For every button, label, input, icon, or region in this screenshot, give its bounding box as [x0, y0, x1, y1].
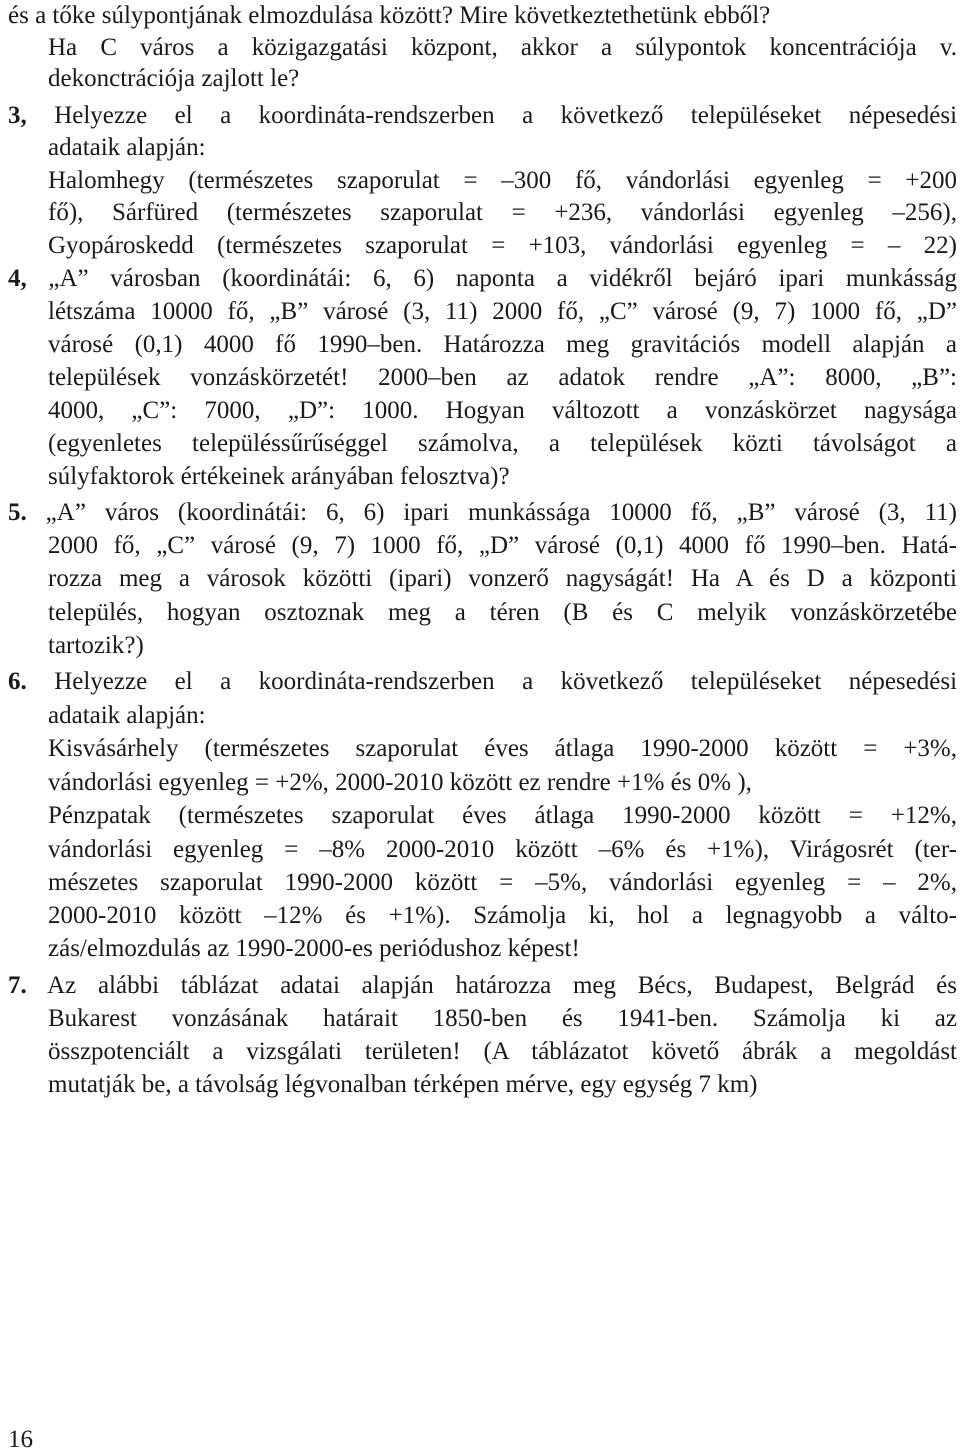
text-line	[48, 867, 957, 899]
line-text: zás/elmozdulás az 1990-2000-es periódushoz képest!	[48, 935, 580, 962]
text-line	[48, 1069, 957, 1101]
item-number: 7.	[8, 972, 27, 999]
text-line	[48, 296, 957, 328]
line-text: vándorlási egyenleg = –8% 2000-2010 között –6% és +1%), Virágosrét (ter-	[48, 836, 957, 863]
line-text: 2000 fő, „C” városé (9, 7) 1000 fő, „D” városé (0,1) 4000 fő 1990–ben. Hatá-	[48, 532, 957, 559]
line-text: 2000-2010 között –12% és +1%). Számolja ki, hol a legnagyobb a válto-	[48, 902, 957, 929]
line-text: mutatják be, a távolság légvonalban térképen mérve, egy egység 7 km)	[48, 1071, 758, 1098]
line-text: Helyezze el a koordináta-rendszerben a következő településeket népesedési	[54, 102, 958, 129]
text-line	[48, 1036, 957, 1068]
text-line	[48, 165, 957, 197]
item-number: 6.	[8, 668, 27, 695]
text-line	[48, 933, 957, 965]
line-text: és a tőke súlypontjának elmozdulása között? Mire következtethetünk ebből?	[8, 2, 771, 29]
text-line	[8, 970, 957, 1002]
text-line	[8, 0, 957, 32]
line-text: adataik alapján:	[48, 702, 206, 729]
line-text: Helyezze el a koordináta-rendszerben a következő településeket népesedési	[54, 668, 958, 695]
line-text: adataik alapján:	[48, 134, 206, 161]
line-text: Ha C város a közigazgatási központ, akkor a súlypontok koncentrációja v.	[48, 34, 957, 61]
text-line	[48, 800, 957, 832]
text-line	[48, 362, 957, 394]
text-line	[48, 197, 957, 229]
text-line	[8, 263, 957, 295]
line-text: Kisvásárhely (természetes szaporulat éves átlaga 1990-2000 között = +3%,	[48, 735, 957, 762]
line-text: település, hogyan osztoznak meg a téren (B és C melyik vonzáskörzetébe	[48, 599, 957, 626]
text-line	[48, 767, 957, 799]
line-text: települések vonzáskörzetét! 2000–ben az adatok rendre „A”: 8000, „B”:	[48, 364, 957, 391]
text-line	[48, 329, 957, 361]
text-line	[48, 63, 957, 95]
line-text: súlyfaktorok értékeinek arányában felosztva)?	[48, 463, 510, 490]
line-text: Az alábbi táblázat adatai alapján határozza meg Bécs, Budapest, Belgrád és	[47, 972, 957, 999]
line-text: 4000, „C”: 7000, „D”: 1000. Hogyan változott a vonzáskörzet nagysága	[48, 397, 957, 424]
line-text: mészetes szaporulat 1990-2000 között = –5%, vándorlási egyenleg = – 2%,	[48, 869, 957, 896]
line-text: tartozik?)	[48, 632, 144, 659]
line-text: fő), Sárfüred (természetes szaporulat = +236, vándorlási egyenleg –256),	[48, 199, 957, 226]
line-text: dekonctrációja zajlott le?	[48, 65, 300, 92]
line-text: vándorlási egyenleg = +2%, 2000-2010 között ez rendre +1% és 0% ),	[48, 769, 752, 796]
text-line	[48, 132, 957, 164]
text-line	[8, 666, 957, 698]
line-text: Pénzpatak (természetes szaporulat éves átlaga 1990-2000 között = +12%,	[48, 802, 957, 829]
line-text: összpotenciált a vizsgálati területen! (A táblázatot követő ábrák a megoldást	[48, 1038, 957, 1065]
item-number: 5.	[8, 499, 27, 526]
item-number: 3,	[8, 102, 27, 129]
text-line	[48, 428, 957, 460]
text-line	[48, 563, 957, 595]
line-text: városé (0,1) 4000 fő 1990–ben. Határozza meg gravitációs modell alapján a	[48, 331, 957, 358]
text-line	[48, 700, 957, 732]
text-line	[48, 630, 957, 662]
line-text: (egyenletes településsűrűséggel számolva, a települések közti távolságot a	[48, 430, 957, 457]
text-line	[48, 1003, 957, 1035]
text-line	[8, 497, 957, 529]
text-line	[48, 900, 957, 932]
text-line	[48, 230, 957, 262]
line-text: „A” városban (koordinátái: 6, 6) naponta a vidékről bejáró ipari munkásság	[48, 265, 957, 292]
line-text: létszáma 10000 fő, „B” városé (3, 11) 2000 fő, „C” városé (9, 7) 1000 fő, „D”	[48, 298, 957, 325]
text-line	[8, 100, 957, 132]
text-line	[48, 834, 957, 866]
line-text: Bukarest vonzásának határait 1850-ben és 1941-ben. Számolja ki az	[48, 1005, 957, 1032]
line-text: rozza meg a városok közötti (ipari) vonzerő nagyságát! Ha A és D a központi	[48, 565, 957, 592]
text-line	[48, 733, 957, 765]
text-line	[48, 395, 957, 427]
line-text: Halomhegy (természetes szaporulat = –300 fő, vándorlási egyenleg = +200	[48, 167, 957, 194]
page-number: 16	[8, 1426, 33, 1453]
line-text: „A” város (koordinátái: 6, 6) ipari munkássága 10000 fő, „B” városé (3, 11)	[45, 499, 957, 526]
text-line	[48, 32, 957, 64]
text-line	[48, 461, 957, 493]
item-number: 4,	[8, 265, 27, 292]
line-text: Gyopároskedd (természetes szaporulat = +103, vándorlási egyenleg = – 22)	[48, 232, 957, 259]
text-line	[48, 597, 957, 629]
text-line	[48, 530, 957, 562]
